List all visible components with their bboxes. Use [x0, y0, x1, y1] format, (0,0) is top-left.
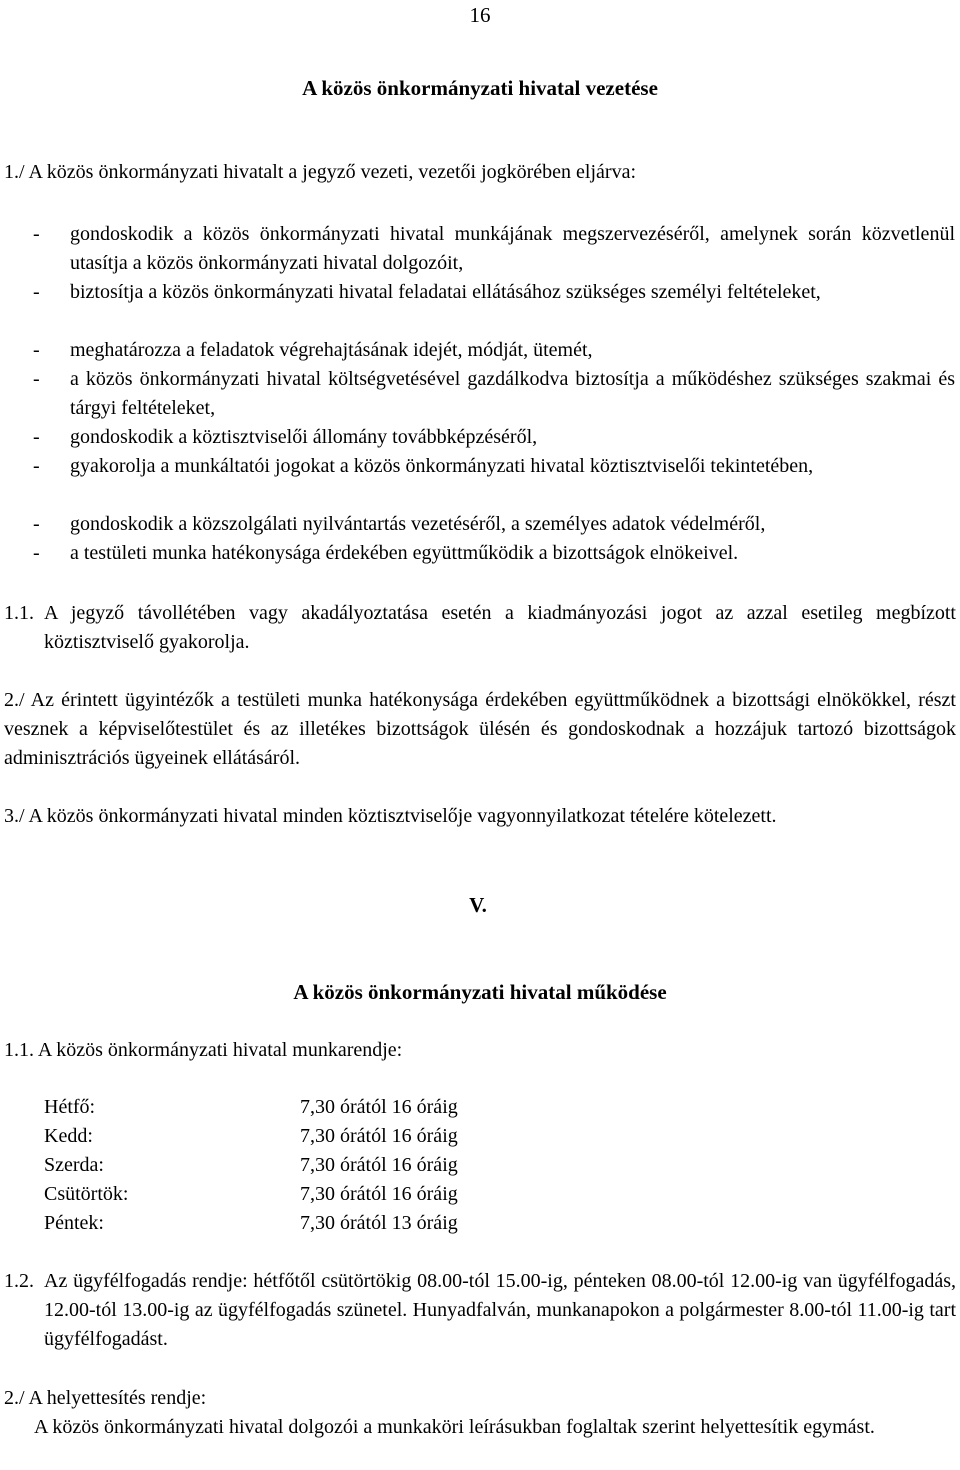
- paragraph-asset-declaration: 3./ A közös önkormányzati hivatal minden köztisztviselője vagyonnyilatkozat tételére kötelezett.: [4, 805, 777, 827]
- schedule-day: Péntek:: [44, 1212, 104, 1234]
- list-item: gyakorolja a munkáltatói jogokat a közös önkormányzati hivatal köztisztviselői tekintetében,: [70, 455, 814, 477]
- section-title-operation: A közös önkormányzati hivatal működése: [293, 980, 667, 1004]
- schedule-hours: 7,30 órától 16 óráig: [300, 1125, 458, 1147]
- paragraph-number: 1.2.: [4, 1270, 34, 1292]
- list-item: a testületi munka hatékonysága érdekében együttműködik a bizottságok elnökeivel.: [70, 542, 739, 564]
- schedule-day: Szerda:: [44, 1154, 104, 1176]
- schedule-day: Hétfő:: [44, 1096, 96, 1118]
- paragraph-administrators: 2./ Az érintett ügyintézők a testületi munka hatékonysága érdekében együttműködnek a bizottsági elnökökkel, részt vesznek a képviselőtestület és az illetékes bizottságok ülésén és gondoskodnak a hozzájuk tartozó bizottságok adminisztrációs ügyeinek ellátásáról.: [4, 689, 956, 769]
- paragraph-number: 1.1.: [4, 602, 34, 624]
- schedule-day: Csütörtök:: [44, 1183, 129, 1205]
- intro-paragraph: 1./ A közös önkormányzati hivatalt a jegyző vezeti, vezetői jogkörében eljárva:: [4, 161, 637, 183]
- schedule-day: Kedd:: [44, 1125, 93, 1147]
- list-dash: -: [33, 542, 40, 564]
- list-dash: -: [33, 368, 40, 390]
- work-schedule-heading: 1.1. A közös önkormányzati hivatal munkarendje:: [4, 1039, 403, 1061]
- list-dash: -: [33, 513, 40, 535]
- page-number: 16: [469, 3, 491, 27]
- list-dash: -: [33, 455, 40, 477]
- list-dash: -: [33, 281, 40, 303]
- list-item: gondoskodik a köztisztviselői állomány továbbképzéséről,: [70, 426, 538, 448]
- paragraph-office-hours: Az ügyfélfogadás rendje: hétfőtől csütörtökig 08.00-tól 15.00-ig, pénteken 08.00-tól 12.00-ig van ügyfélfogadás, 12.00-tól 13.00-ig az ügyfélfogadás szünetel. Hunyadfalván, munkanapokon a polgármester 8.00-tól 11.00-ig tart ügyfélfogadást.: [44, 1270, 956, 1350]
- list-dash: -: [33, 426, 40, 448]
- schedule-hours: 7,30 órától 16 óráig: [300, 1154, 458, 1176]
- list-item: gondoskodik a közszolgálati nyilvántartás vezetéséről, a személyes adatok védelméről,: [70, 513, 766, 535]
- schedule-hours: 7,30 órától 16 óráig: [300, 1183, 458, 1205]
- schedule-hours: 7,30 órától 13 óráig: [300, 1212, 458, 1234]
- substitution-paragraph: A közös önkormányzati hivatal dolgozói a munkaköri leírásukban foglaltak szerint helyettesítik egymást.: [34, 1416, 875, 1438]
- list-dash: -: [33, 339, 40, 361]
- list-dash: -: [33, 223, 40, 245]
- paragraph-substitute-signatory: A jegyző távollétében vagy akadályoztatása esetén a kiadmányozási jogot az azzal esetileg megbízott köztisztviselő gyakorolja.: [44, 602, 956, 653]
- list-item: biztosítja a közös önkormányzati hivatal feladatai ellátásához szükséges személyi feltételeket,: [70, 281, 821, 303]
- schedule-hours: 7,30 órától 16 óráig: [300, 1096, 458, 1118]
- chapter-roman-numeral: [0, 891, 960, 920]
- section-title-leadership: A közös önkormányzati hivatal vezetése: [302, 76, 658, 100]
- chapter-roman-numeral-text: V.: [469, 893, 487, 917]
- substitution-heading: 2./ A helyettesítés rendje:: [4, 1387, 207, 1409]
- list-item: meghatározza a feladatok végrehajtásának idejét, módját, ütemét,: [70, 339, 593, 361]
- list-item: gondoskodik a közös önkormányzati hivatal munkájának megszervezéséről, amelynek során közvetlenül utasítja a közös önkormányzati hivatal dolgozóit,: [70, 223, 955, 274]
- list-item: a közös önkormányzati hivatal költségvetésével gazdálkodva biztosítja a működéshez szükséges szakmai és tárgyi feltételeket,: [70, 368, 955, 419]
